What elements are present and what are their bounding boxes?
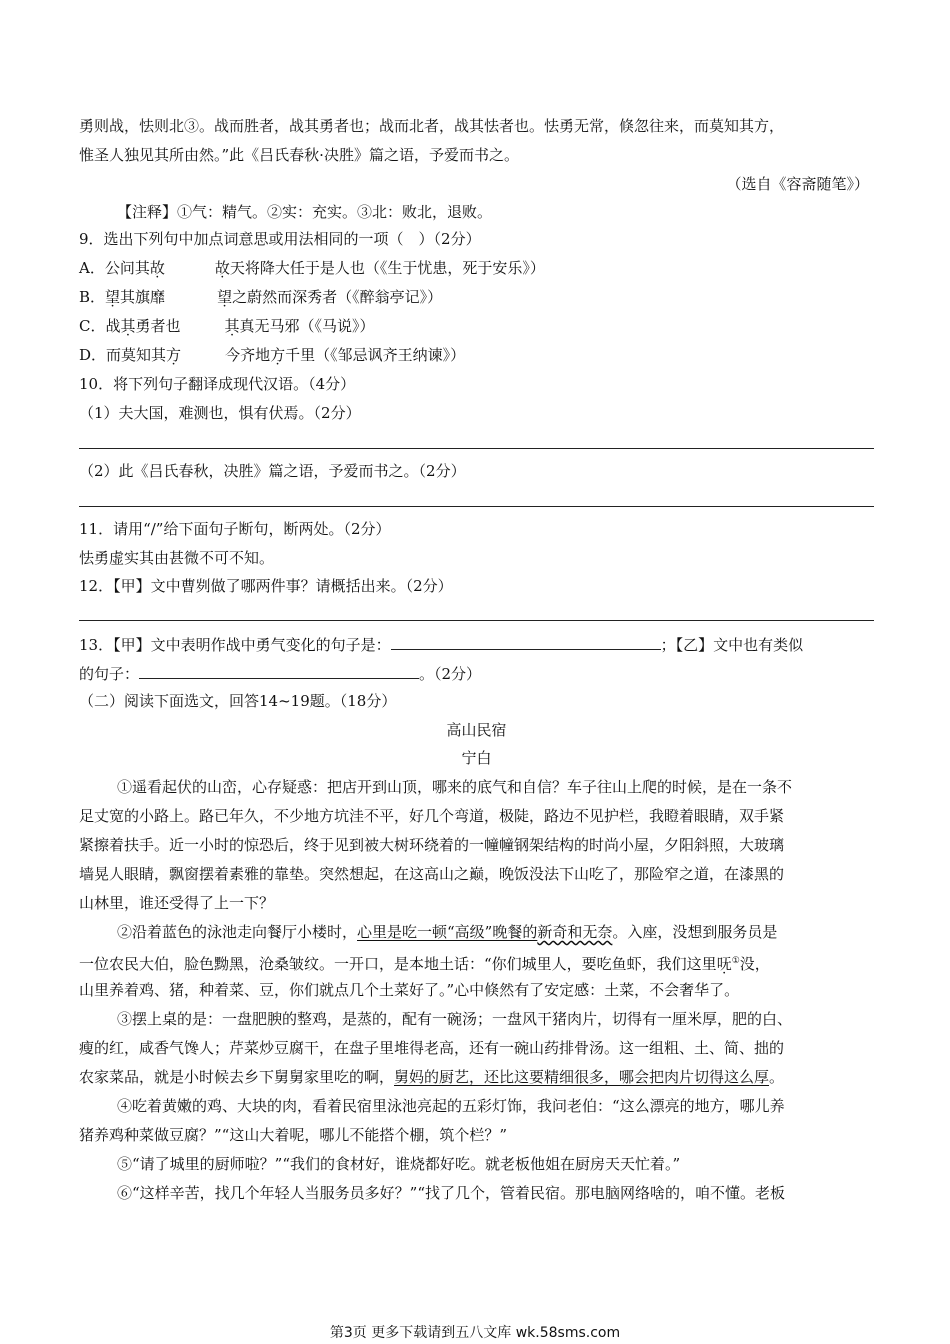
question-text: 。（2分） [419, 665, 482, 683]
option-text: 之蔚然而深秀者（《醉翁亭记》） [232, 288, 443, 306]
paragraph-5-line: ⑤“请了城里的厨师啦？”“我们的食材好，谁烧都好吃。就老板他姐在厨房天天忙着。” [117, 1155, 681, 1173]
paragraph-6-line: ⑥“这样辛苦，找几个年轻人当服务员多好？”“找了几个，管着民宿。那电脑网络啥的，咱不懂。老板 [117, 1184, 786, 1202]
dotted-word: 其 [224, 317, 240, 335]
option-label: D． [79, 346, 107, 364]
dotted-word: 望 [105, 288, 121, 306]
option-label: A． [79, 259, 105, 277]
answer-blank[interactable] [391, 633, 661, 650]
option-text: 勇者也 [135, 317, 181, 335]
option-text: 今齐地 [225, 346, 271, 364]
paragraph-1-line: ①遥看起伏的山峦，心存疑惑：把店开到山顶，哪来的底气和自信？车子往山上爬的时候，是在一条不 [117, 778, 793, 796]
question-9-stem: 9．选出下列句中加点词意思或用法相同的一项（ ）（2分） [79, 230, 481, 248]
question-10-stem: 10．将下列句子翻译成现代汉语。（4分） [79, 375, 356, 393]
underlined-text: 舅妈的厨艺，还比这要精细很多，哪会把肉片切得这么厚 [394, 1068, 770, 1086]
paragraph-text: ②沿着蓝色的泳池走向餐厅小楼时， [117, 923, 358, 941]
passage-line [79, 145, 874, 165]
article-title: 高山民宿 [446, 721, 507, 739]
passage-text: 勇则战，怯则北③。战而胜者，战其勇者也；战而北者，战其怯者也。怯勇无常，倏忽往来，而莫知其方， [79, 117, 785, 135]
question-10-sentence-2: （2）此《吕氏春秋，决胜》篇之语，予爱而书之。（2分） [79, 462, 466, 480]
paragraph-2-line [79, 951, 874, 974]
paragraph-1-line: 足丈宽的小路上。路已年久，不少地方坑洼不平，好几个弯道，极陡，路边不见护栏，我瞪着眼睛，双手紧 [79, 807, 785, 825]
section-intro: （二）阅读下面选文，回答14~19题。（18分） [79, 692, 397, 710]
page-footer: 第3页 更多下载请到五八文库 wk.58sms.com [329, 1325, 621, 1341]
paragraph-2-line: 山里养着鸡、猪，种着菜、豆，你们就点几个土菜好了。”心中倏然有了安定感：土菜，不会奢华了。 [79, 981, 740, 999]
question-9-option-a [79, 258, 874, 278]
wavy-underlined-text: 新奇和无奈 [537, 923, 613, 941]
option-text: 千里（《邹忌讽齐王纳谏》） [285, 346, 466, 364]
dotted-word: 故 [149, 259, 165, 277]
paragraph-1-line: 紧擦着扶手。近一小时的惊恐后，终于见到被大树环绕着的一幢幢钢架结构的时尚小屋，夕阳斜照，大玻璃 [79, 836, 785, 854]
option-text: 其旗靡 [120, 288, 166, 306]
option-text: 真无马邪（《马说》） [239, 317, 375, 335]
dotted-word: 呒 [716, 955, 732, 973]
option-label: B． [79, 288, 106, 306]
paragraph-text: 农家菜品，就是小时候去乡下舅舅家里吃的啊， [79, 1068, 395, 1086]
paragraph-text: 一位农民大伯，脸色黝黑，沧桑皱纹。一开口，是本地土话：“你们城里人，要吃鱼虾，我们这里 [79, 955, 717, 973]
option-text: 公问其 [104, 259, 150, 277]
paragraph-text: 。入座，没想到服务员是 [612, 923, 778, 941]
paragraph-4-line: ④吃着黄嫩的鸡、大块的肉，看着民宿里泳池亮起的五彩灯饰，我问老伯：“这么漂亮的地方，哪儿养 [117, 1097, 785, 1115]
question-13-line-1 [79, 633, 874, 655]
article-author: 宁白 [461, 749, 492, 767]
question-text: 的句子： [79, 665, 140, 683]
dotted-word: 方 [166, 346, 182, 364]
dotted-word: 其 [120, 317, 136, 335]
annotation-notes: 【注释】①气：精气。②实：充实。③北：败北，退败。 [117, 203, 493, 221]
question-text: 13．【甲】文中表明作战中勇气变化的句子是： [79, 636, 391, 654]
dotted-word: 望 [217, 288, 233, 306]
paragraph-text: 没， [739, 955, 770, 973]
paragraph-3-line [79, 1067, 874, 1087]
paragraph-1-line: 墙晃人眼睛，飘窗摆着素雅的靠垫。突然想起，在这高山之巅，晚饭没法下山吃了，那险窄之道，在漆黑的 [79, 865, 785, 883]
answer-blank[interactable] [139, 662, 419, 679]
underlined-text: 心里是吃一顿“高级”晚餐的 [357, 923, 538, 941]
option-text: 而莫知其 [106, 346, 167, 364]
question-10-sentence-1: （1）夫大国，难测也，惧有伏焉。（2分） [79, 404, 361, 422]
option-text: 战 [105, 317, 121, 335]
passage-source: （选自《容斋随笔》） [726, 175, 869, 193]
passage-line [79, 116, 874, 136]
question-text: ；【乙】文中也有类似 [660, 636, 804, 654]
paragraph-4-line: 猪养鸡种菜做豆腐？”“这山大着呢，哪儿不能搭个棚，筑个栏？” [79, 1126, 508, 1144]
paragraph-text: 。 [769, 1068, 785, 1086]
answer-line[interactable] [79, 620, 874, 621]
question-12-stem: 12．【甲】文中曹刿做了哪两件事？请概括出来。（2分） [79, 577, 453, 595]
question-9-option-b [79, 287, 874, 307]
option-label: C． [79, 317, 106, 335]
dotted-word: 故 [214, 259, 230, 277]
option-text: 天将降大任于是人也（《生于忧患，死于安乐》） [229, 259, 545, 277]
question-9-option-d [79, 345, 874, 365]
question-11-stem: 11．请用“/”给下面句子断句，断两处。（2分） [79, 520, 391, 538]
paragraph-1-line: 山林里，谁还受得了上一下？ [79, 894, 275, 912]
paragraph-2-line [117, 922, 912, 942]
question-9-option-c [79, 316, 874, 336]
question-11-sentence: 怯勇虚实其由甚微不可不知。 [79, 549, 275, 567]
answer-line[interactable] [79, 448, 874, 449]
paragraph-3-line: ③摆上桌的是：一盘肥腴的整鸡，是蒸的，配有一碗汤；一盘风干猪肉片，切得有一厘米厚，肥的白、 [117, 1010, 793, 1028]
answer-line[interactable] [79, 506, 874, 507]
paragraph-3-line: 瘦的红，咸香气馋人；芹菜炒豆腐干，在盘子里堆得老高，还有一碗山药排骨汤。这一组粗、土、简、拙的 [79, 1039, 785, 1057]
dotted-word: 方 [270, 346, 286, 364]
footnote-mark: ① [731, 956, 740, 966]
question-13-line-2 [79, 662, 874, 684]
passage-text: 惟圣人独见其所由然。”此《吕氏春秋·决胜》篇之语，予爱而书之。 [79, 146, 519, 164]
